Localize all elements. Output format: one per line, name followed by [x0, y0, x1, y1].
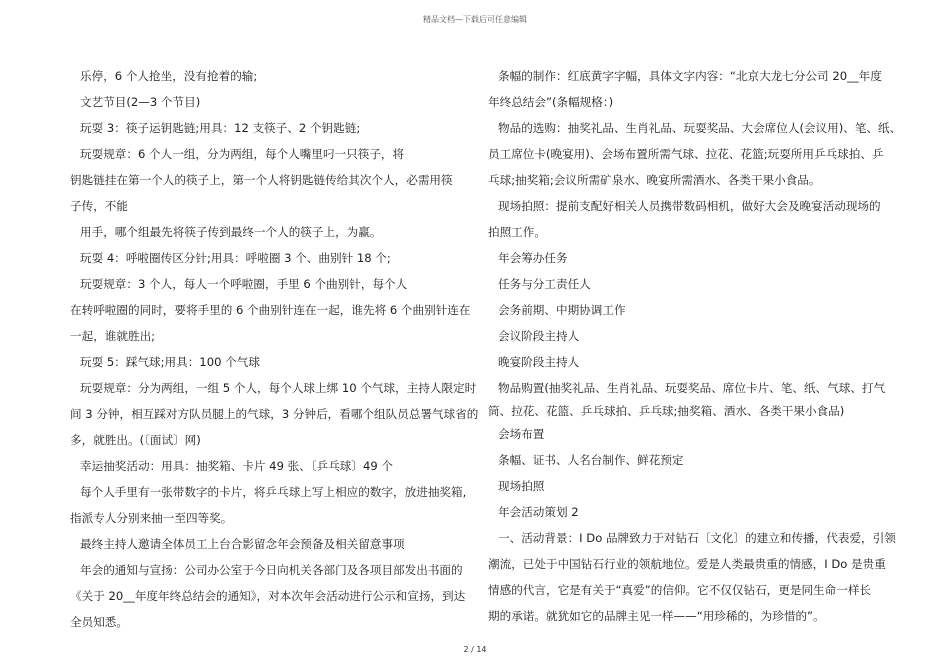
text-line: 物品购置(抽奖礼品、生肖礼品、玩耍奖品、席位卡片、笔、纸、气球、打气: [498, 381, 886, 395]
text-line: 玩耍 3：筷子运钥匙链;用具：12 支筷子、2 个钥匙链;: [80, 121, 361, 135]
text-line: 一起，谁就胜出;: [70, 329, 156, 343]
text-line: 全员知悉。: [70, 615, 128, 629]
right-column: [488, 63, 902, 629]
text-line: 乐停，6 个人抢坐，没有抢着的输;: [80, 69, 258, 83]
text-line: 潮流，已处于中国钻石行业的领航地位。爱是人类最贵重的情感，I Do 是贵重: [488, 557, 886, 571]
text-line: 条幅的制作：红底黄字字幅，具体文字内容：“北京大龙七分公司 20__年度: [498, 69, 882, 83]
text-line: 《关于 20__年度年终总结会的通知》，对本次年会活动进行公示和宣扬，到达: [70, 589, 466, 603]
text-line: 物品的选购：抽奖礼品、生肖礼品、玩耍奖品、大会席位人(会议用)、笔、纸、: [498, 121, 902, 135]
left-column: [70, 63, 479, 635]
text-line: 子传，不能: [70, 199, 128, 213]
text-line: 年会的通知与宣扬：公司办公室于今日向机关各部门及各项目部发出书面的: [80, 563, 463, 577]
text-line: 现场拍照：提前支配好相关人员携带数码相机，做好大会及晚宴活动现场的: [498, 199, 881, 213]
text-line: 最终主持人邀请全体员工上台合影留念年会预备及相关留意事项: [80, 537, 405, 551]
text-line: 期的承诺。就犹如它的品牌主见一样——“用珍稀的，为珍惜的”。: [488, 609, 825, 623]
text-line: 幸运抽奖活动：用具：抽奖箱、卡片 49 张、〔乒乓球〕49 个: [80, 459, 394, 473]
text-line: 员工席位卡(晚宴用)、会场布置所需气球、拉花、花篮;玩耍所用乒乓球拍、乒: [488, 147, 884, 161]
text-line: 玩耍规章：6 个人一组，分为两组，每个人嘴里叼一只筷子，将: [80, 147, 405, 161]
text-line: 玩耍规章：3 个人，每人一个呼啦圈，手里 6 个曲别针，每个人: [80, 277, 408, 291]
page-number: 2 / 14: [463, 645, 487, 654]
text-line: 条幅、证书、人名台制作、鲜花预定: [498, 453, 684, 467]
text-line: 会务前期、中期协调工作: [498, 303, 626, 317]
text-line: 玩耍 4：呼啦圈传区分针;用具：呼啦圈 3 个、曲别针 18 个;: [80, 251, 391, 265]
text-line: 每个人手里有一张带数字的卡片，将乒乓球上写上相应的数字，放进抽奖箱,: [80, 485, 467, 499]
text-line: 会场布置: [498, 427, 545, 441]
text-line: 文艺节目(2—3 个节目): [80, 95, 201, 109]
text-line: 晚宴阶段主持人: [498, 355, 580, 369]
text-line: 玩耍规章：分为两组，一组 5 个人，每个人球上绑 10 个气球，主持人限定时: [80, 381, 477, 395]
text-line: 玩耍 5：踩气球;用具：100 个气球: [80, 355, 260, 369]
text-line: 用手，哪个组最先将筷子传到最终一个人的筷子上，为赢。: [80, 225, 382, 239]
text-line: 多，就胜出。(〔面试〕网): [70, 433, 201, 447]
text-line: 年终总结会”(条幅规格：): [488, 95, 614, 109]
text-line: 现场拍照: [498, 479, 545, 493]
text-line: 钥匙链挂在第一个人的筷子上，第一个人将钥匙链传给其次个人，必需用筷: [70, 173, 453, 187]
text-line: 年会筹办任务: [498, 251, 568, 265]
text-line: 指派专人分别来抽一至四等奖。: [70, 511, 233, 525]
page-header: 精品文档—下载后可任意编辑: [423, 15, 527, 24]
text-line: 任务与分工责任人: [498, 277, 591, 291]
text-line: 在转呼啦圈的同时，要将手里的 6 个曲别针连在一起，谁先将 6 个曲别针连在: [70, 303, 471, 317]
text-line: 拍照工作。: [488, 225, 546, 239]
text-line: 间 3 分钟，相互踩对方队员腿上的气球，3 分钟后，看哪个组队员总署气球省的: [70, 407, 479, 421]
text-line: 筒、拉花、花篮、乒乓球拍、乒乓球;抽奖箱、酒水、各类干果小食品): [488, 404, 845, 418]
text-line: 乓球;抽奖箱;会议所需矿泉水、晚宴所需酒水、各类干果小食品。: [488, 173, 821, 187]
text-line: 一、活动背景：I Do 品牌致力于对钻石〔文化〕的建立和传播，代表爱，引领: [498, 531, 896, 545]
text-line: 年会活动策划 2: [498, 505, 579, 519]
text-line: 会议阶段主持人: [498, 329, 580, 343]
text-line: 情感的代言，它是有关于“真爱”的信仰。它不仅仅钻石，更是同生命一样长: [488, 583, 872, 597]
